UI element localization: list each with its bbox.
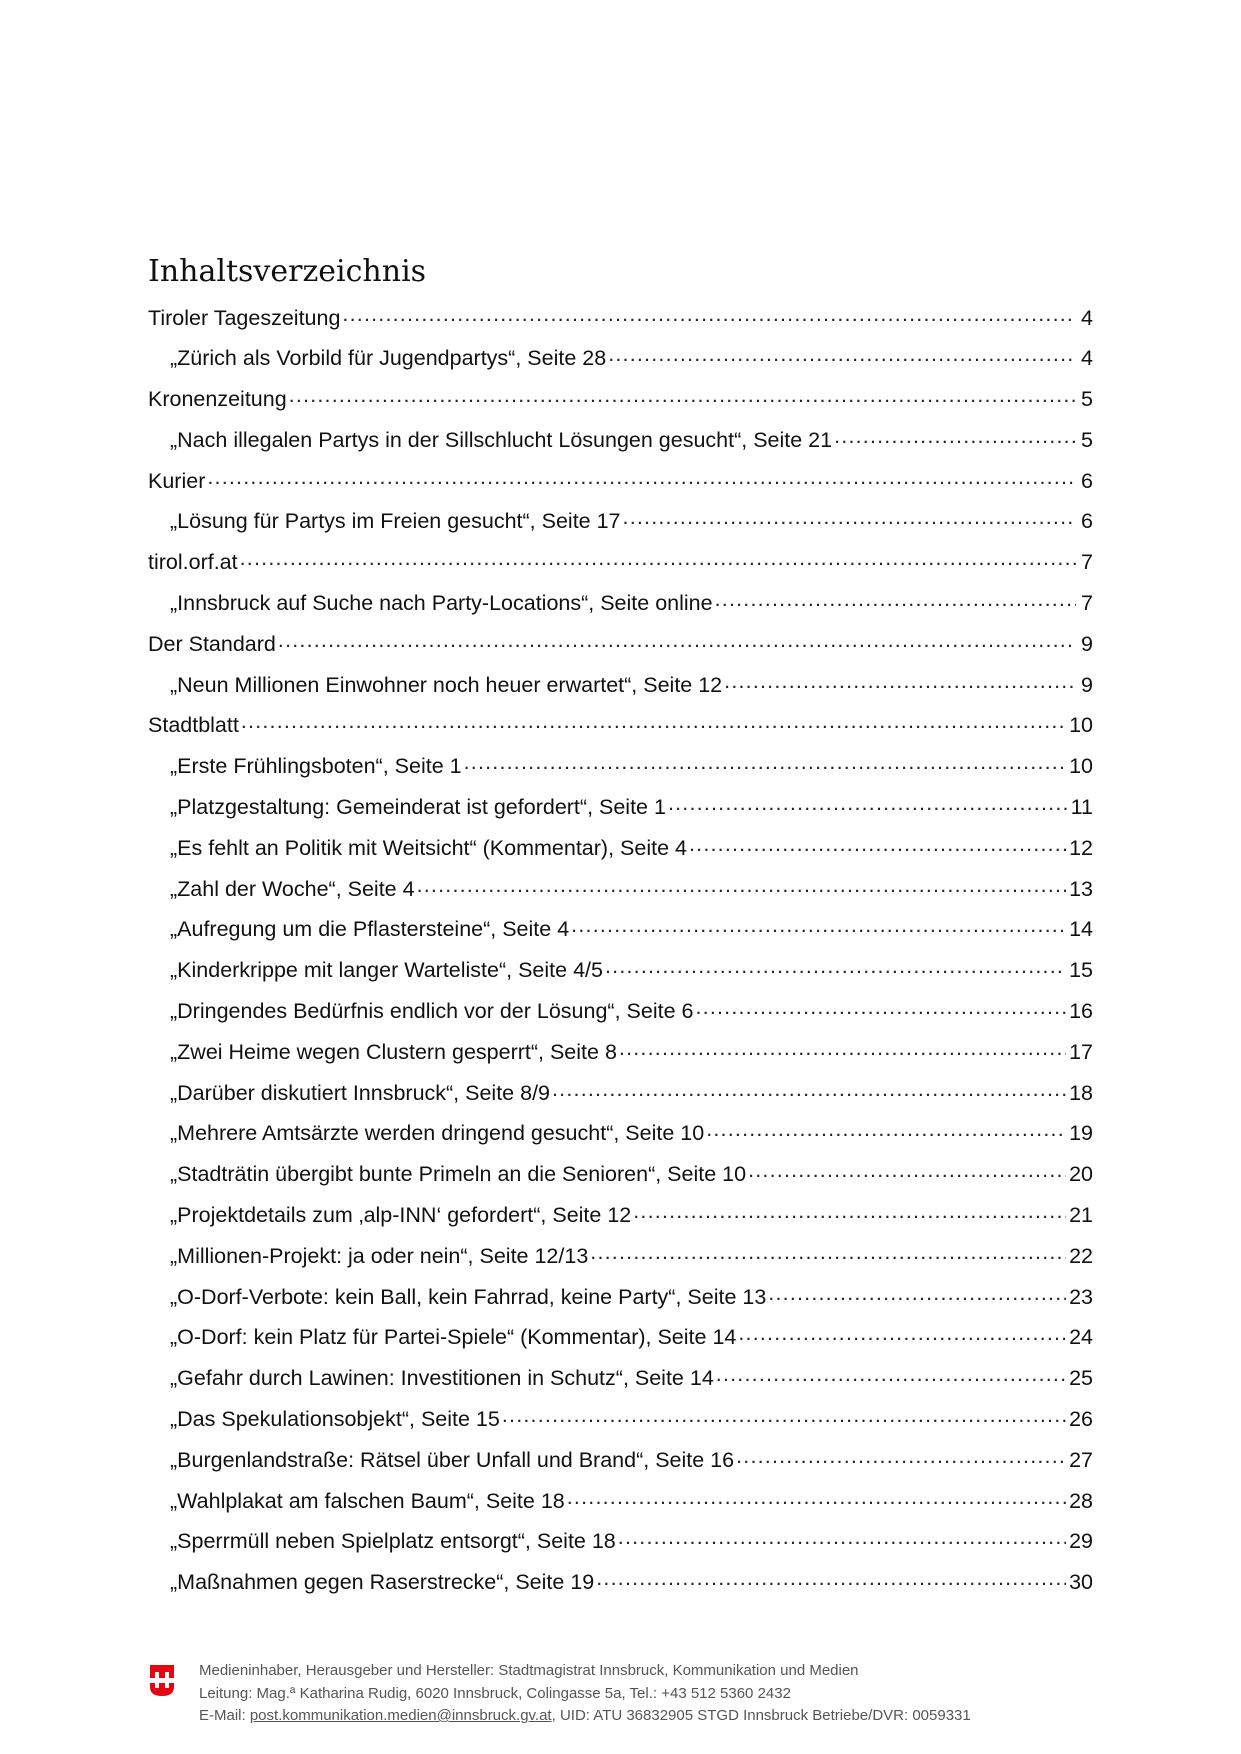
toc-entry-title: „Platzgestaltung: Gemeinderat ist gefordert“, Seite 1 xyxy=(170,795,666,820)
toc-entry-page: 24 xyxy=(1069,1325,1093,1350)
toc-entry-page: 14 xyxy=(1069,917,1093,942)
toc-entry-article[interactable] xyxy=(148,752,1093,793)
footer-uid: , UID: ATU 36832905 STGD Innsbruck Betriebe/DVR: 0059331 xyxy=(551,1707,971,1724)
toc-entry-page: 12 xyxy=(1069,835,1093,860)
toc-entry-article[interactable] xyxy=(148,670,1093,711)
toc-entry-source[interactable] xyxy=(148,711,1093,752)
toc-entry-article[interactable] xyxy=(148,1201,1093,1242)
toc-entry-article[interactable] xyxy=(148,833,1093,874)
toc-entry-source[interactable] xyxy=(148,385,1093,426)
footer-email-line xyxy=(199,1705,971,1728)
toc-dot-leader xyxy=(619,1037,1066,1059)
toc-dot-leader xyxy=(502,1405,1066,1427)
toc-entry-article[interactable] xyxy=(148,1160,1093,1201)
toc-entry-page: 29 xyxy=(1069,1529,1093,1554)
toc-entry-article[interactable] xyxy=(148,956,1093,997)
toc-entry-title: Der Standard xyxy=(148,631,276,656)
toc-entry-article[interactable] xyxy=(148,1037,1093,1078)
toc-dot-leader xyxy=(571,915,1066,937)
toc-entry-page: 25 xyxy=(1069,1366,1093,1391)
toc-dot-leader xyxy=(342,303,1076,325)
toc-entry-title: „Mehrere Amtsärzte werden dringend gesucht“, Seite 10 xyxy=(170,1121,705,1146)
toc-entry-page: 4 xyxy=(1081,305,1093,330)
toc-entry-title: „Erste Frühlingsboten“, Seite 1 xyxy=(170,754,462,779)
toc-entry-article[interactable] xyxy=(148,1078,1093,1119)
toc-entry-title: „Es fehlt an Politik mit Weitsicht“ (Kommentar), Seite 4 xyxy=(170,835,687,860)
toc-dot-leader xyxy=(834,425,1076,447)
toc-entry-article[interactable] xyxy=(148,874,1093,915)
toc-entry-page: 6 xyxy=(1081,509,1093,534)
toc-entry-page: 23 xyxy=(1069,1284,1093,1309)
toc-entry-title: „Dringendes Bedürfnis endlich vor der Lösung“, Seite 6 xyxy=(170,999,694,1024)
toc-dot-leader xyxy=(668,793,1068,815)
toc-entry-title: „Wahlplakat am falschen Baum“, Seite 18 xyxy=(170,1488,565,1513)
toc-entry-title: „Neun Millionen Einwohner noch heuer erwartet“, Seite 12 xyxy=(170,672,723,697)
toc-dot-leader xyxy=(608,344,1076,366)
toc-dot-leader xyxy=(695,997,1066,1019)
toc-dot-leader xyxy=(738,1323,1066,1345)
toc-entry-title: tirol.orf.at xyxy=(148,550,238,575)
toc-entry-title: Tiroler Tageszeitung xyxy=(148,305,341,330)
footer-email-label: E-Mail: xyxy=(199,1707,250,1724)
toc-entry-article[interactable] xyxy=(148,1486,1093,1527)
toc-entry-title: „Maßnahmen gegen Raserstrecke“, Seite 19 xyxy=(170,1570,595,1595)
toc-entry-title: „Kinderkrippe mit langer Warteliste“, Seite 4/5 xyxy=(170,958,603,983)
toc-entry-source[interactable] xyxy=(148,629,1093,670)
toc-entry-title: „Millionen-Projekt: ja oder nein“, Seite 12/13 xyxy=(170,1243,589,1268)
toc-entry-title: „Burgenlandstraße: Rätsel über Unfall und Brand“, Seite 16 xyxy=(170,1447,735,1472)
toc-entry-title: „Stadträtin übergibt bunte Primeln an die Senioren“, Seite 10 xyxy=(170,1162,747,1187)
toc-dot-leader xyxy=(596,1568,1066,1590)
toc-entry-article[interactable] xyxy=(148,1405,1093,1446)
toc-entry-article[interactable] xyxy=(148,793,1093,834)
toc-entry-page: 22 xyxy=(1069,1243,1093,1268)
toc-entry-page: 30 xyxy=(1069,1570,1093,1595)
toc-entry-title: Kurier xyxy=(148,468,206,493)
toc-dot-leader xyxy=(748,1160,1066,1182)
toc-entry-article[interactable] xyxy=(148,589,1093,630)
toc-dot-leader xyxy=(567,1486,1066,1508)
toc-entry-page: 27 xyxy=(1069,1447,1093,1472)
toc-dot-leader xyxy=(417,874,1067,896)
innsbruck-logo-icon xyxy=(150,1662,174,1696)
toc-entry-page: 4 xyxy=(1081,346,1093,371)
toc-entry-title: „Innsbruck auf Suche nach Party-Locations“, Seite online xyxy=(170,591,713,616)
toc-dot-leader xyxy=(618,1527,1066,1549)
toc-dot-leader xyxy=(716,1364,1066,1386)
toc-entry-title: „Lösung für Partys im Freien gesucht“, Seite 17 xyxy=(170,509,621,534)
toc-dot-leader xyxy=(633,1201,1066,1223)
toc-entry-article[interactable] xyxy=(148,507,1093,548)
toc-entry-title: „Zahl der Woche“, Seite 4 xyxy=(170,876,415,901)
toc-entry-article[interactable] xyxy=(148,1568,1093,1609)
toc-entry-page: 10 xyxy=(1069,713,1093,738)
toc-entry-title: „Nach illegalen Partys in der Sillschlucht Lösungen gesucht“, Seite 21 xyxy=(170,427,833,452)
toc-entry-article[interactable] xyxy=(148,1364,1093,1405)
toc-entry-page: 15 xyxy=(1069,958,1093,983)
table-of-contents xyxy=(148,303,1093,1609)
toc-entry-source[interactable] xyxy=(148,466,1093,507)
footer-email-link[interactable]: post.kommunikation.medien@innsbruck.gv.at xyxy=(249,1707,552,1724)
toc-entry-article[interactable] xyxy=(148,1241,1093,1282)
toc-entry-article[interactable] xyxy=(148,425,1093,466)
footer-contact: Leitung: Mag.ª Katharina Rudig, 6020 Innsbruck, Colingasse 5a, Tel.: +43 512 5360 2432 xyxy=(199,1684,791,1702)
toc-entry-page: 7 xyxy=(1081,550,1093,575)
toc-entry-source[interactable] xyxy=(148,548,1093,589)
page-title: Inhaltsverzeichnis xyxy=(148,254,427,290)
toc-dot-leader xyxy=(552,1078,1066,1100)
toc-entry-page: 16 xyxy=(1069,999,1093,1024)
toc-dot-leader xyxy=(289,385,1076,407)
toc-entry-title: „O-Dorf: kein Platz für Partei-Spiele“ (Kommentar), Seite 14 xyxy=(170,1325,737,1350)
footer-publisher: Medieninhaber, Herausgeber und Hersteller: Stadtmagistrat Innsbruck, Kommunikation und Medien xyxy=(199,1662,859,1679)
toc-entry-title: „Projektdetails zum ‚alp-INN‘ gefordert“, Seite 12 xyxy=(170,1203,632,1228)
toc-entry-page: 19 xyxy=(1069,1121,1093,1146)
toc-entry-title: Kronenzeitung xyxy=(148,387,287,412)
toc-entry-article[interactable] xyxy=(148,997,1093,1038)
toc-entry-page: 26 xyxy=(1069,1407,1093,1432)
toc-dot-leader xyxy=(715,589,1076,611)
toc-entry-article[interactable] xyxy=(148,344,1093,385)
toc-entry-page: 10 xyxy=(1069,754,1093,779)
toc-dot-leader xyxy=(736,1445,1066,1467)
toc-entry-title: „Zürich als Vorbild für Jugendpartys“, Seite 28 xyxy=(170,346,607,371)
toc-entry-title: „Das Spekulationsobjekt“, Seite 15 xyxy=(170,1407,500,1432)
toc-entry-page: 18 xyxy=(1069,1080,1093,1105)
toc-dot-leader xyxy=(623,507,1076,529)
toc-entry-page: 11 xyxy=(1070,795,1093,820)
toc-dot-leader xyxy=(207,466,1076,488)
toc-entry-page: 17 xyxy=(1069,1039,1093,1064)
toc-entry-article[interactable] xyxy=(148,1119,1093,1160)
toc-entry-page: 9 xyxy=(1081,631,1093,656)
toc-dot-leader xyxy=(240,548,1076,570)
toc-entry-page: 20 xyxy=(1069,1162,1093,1187)
toc-entry-title: „Aufregung um die Pflastersteine“, Seite 4 xyxy=(170,917,570,942)
toc-dot-leader xyxy=(590,1241,1066,1263)
toc-entry-article[interactable] xyxy=(148,1445,1093,1486)
toc-entry-title: Stadtblatt xyxy=(148,713,239,738)
toc-entry-page: 21 xyxy=(1069,1203,1093,1228)
toc-entry-source[interactable] xyxy=(148,303,1093,344)
toc-entry-article[interactable] xyxy=(148,915,1093,956)
toc-entry-article[interactable] xyxy=(148,1527,1093,1568)
toc-dot-leader xyxy=(241,711,1066,733)
toc-dot-leader xyxy=(768,1282,1066,1304)
toc-entry-title: „Gefahr durch Lawinen: Investitionen in Schutz“, Seite 14 xyxy=(170,1366,714,1391)
toc-entry-page: 5 xyxy=(1081,387,1093,412)
toc-entry-article[interactable] xyxy=(148,1282,1093,1323)
toc-dot-leader xyxy=(464,752,1066,774)
toc-entry-page: 13 xyxy=(1069,876,1093,901)
toc-entry-page: 5 xyxy=(1081,427,1093,452)
toc-entry-page: 28 xyxy=(1069,1488,1093,1513)
toc-dot-leader xyxy=(689,833,1066,855)
toc-dot-leader xyxy=(706,1119,1066,1141)
toc-entry-article[interactable] xyxy=(148,1323,1093,1364)
toc-entry-title: „Sperrmüll neben Spielplatz entsorgt“, Seite 18 xyxy=(170,1529,616,1554)
toc-dot-leader xyxy=(278,629,1076,651)
toc-entry-page: 6 xyxy=(1081,468,1093,493)
toc-entry-page: 9 xyxy=(1081,672,1093,697)
toc-dot-leader xyxy=(605,956,1066,978)
toc-entry-title: „O-Dorf-Verbote: kein Ball, kein Fahrrad, keine Party“, Seite 13 xyxy=(170,1284,767,1309)
toc-entry-title: „Darüber diskutiert Innsbruck“, Seite 8/9 xyxy=(170,1080,550,1105)
toc-entry-title: „Zwei Heime wegen Clustern gesperrt“, Seite 8 xyxy=(170,1039,617,1064)
toc-dot-leader xyxy=(724,670,1076,692)
toc-entry-page: 7 xyxy=(1081,591,1093,616)
